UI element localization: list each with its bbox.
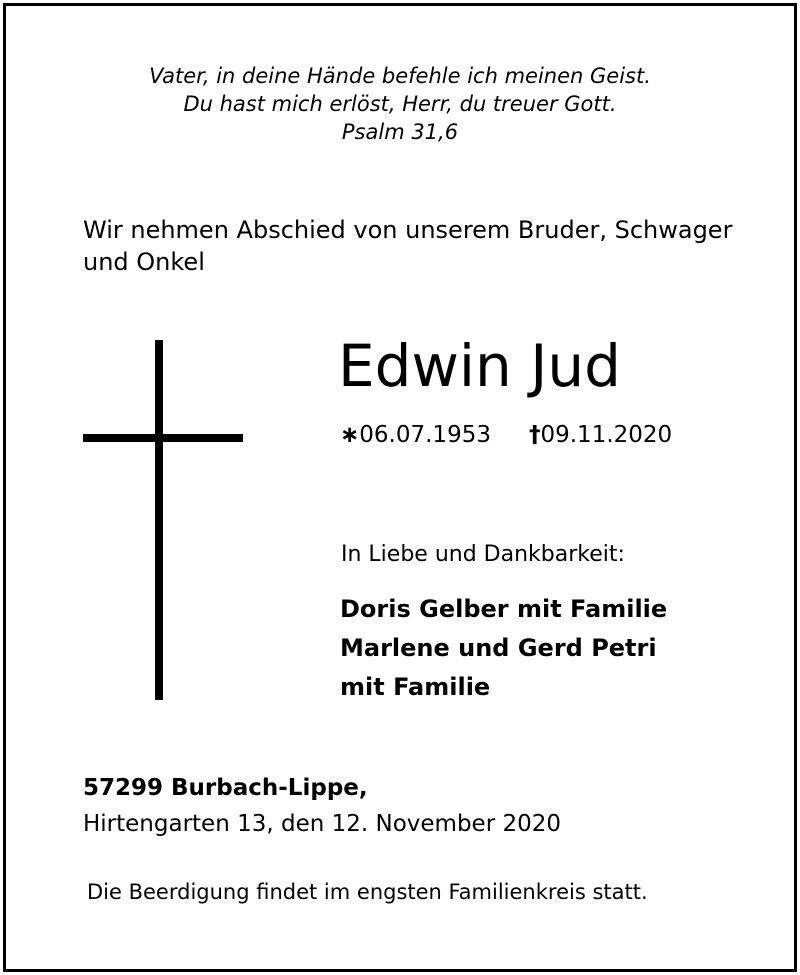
farewell-text: Wir nehmen Abschied von unserem Bruder, Schwager und Onkel	[83, 216, 733, 276]
address-city: 57299 Burbach-Lippe,	[83, 775, 368, 801]
deceased-name: Edwin Jud	[338, 332, 621, 400]
address-street-date: Hirtengarten 13, den 12. November 2020	[83, 811, 562, 837]
verse-line-1: Vater, in deine Hände befehle ich meinen Geist.	[149, 64, 651, 88]
verse-reference: Psalm 31,6	[341, 120, 459, 144]
mourner-line: Doris Gelber mit Familie	[340, 595, 668, 623]
bible-verse	[0, 62, 800, 146]
cross-icon-crossbar	[83, 434, 243, 442]
address-block	[83, 770, 561, 842]
verse-line-2: Du hast mich erlöst, Herr, du treuer Gott.	[183, 92, 617, 116]
gratitude-intro: In Liebe und Dankbarkeit:	[341, 542, 625, 567]
birth-date: 06.07.1953	[359, 422, 491, 448]
mourner-line: Marlene und Gerd Petri	[340, 634, 657, 662]
birth-symbol-icon: ∗	[340, 422, 360, 448]
death-date: 09.11.2020	[540, 422, 673, 448]
cross-icon	[155, 340, 163, 700]
life-dates	[340, 420, 672, 450]
funeral-notice: Die Beerdigung findet im engsten Familienkreis statt.	[87, 880, 648, 904]
death-symbol-icon: †	[528, 422, 541, 448]
mourner-line: mit Familie	[340, 673, 491, 701]
mourners-list	[340, 590, 667, 707]
